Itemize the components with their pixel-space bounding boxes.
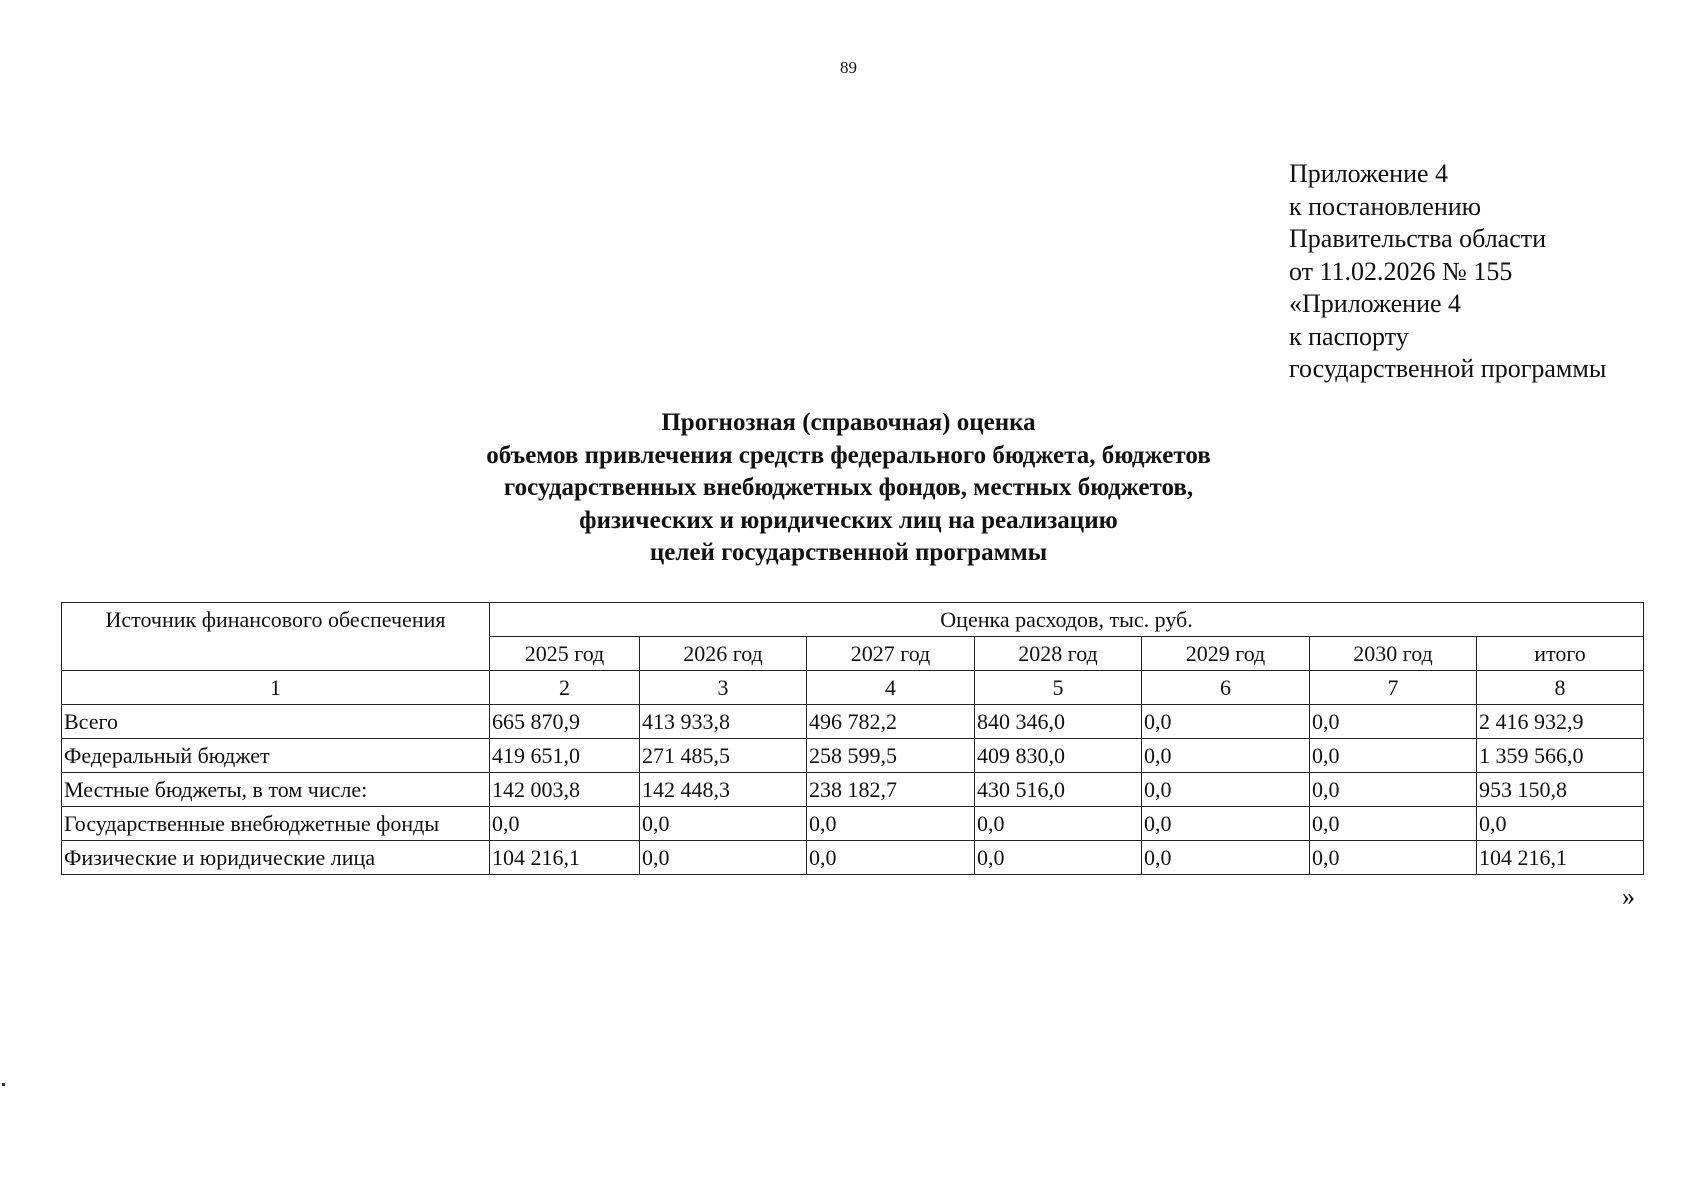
table-cell: 953 150,8: [1477, 773, 1644, 807]
column-number: 1: [62, 671, 490, 705]
title-line: физических и юридических лиц на реализацию: [579, 506, 1118, 534]
table-cell: 413 933,8: [640, 705, 807, 739]
row-label: Всего: [62, 705, 490, 739]
year-header: 2027 год: [807, 637, 975, 671]
total-header: итого: [1477, 637, 1644, 671]
table-cell: 104 216,1: [1477, 841, 1644, 875]
table-row: [62, 705, 1644, 739]
table-cell: 142 448,3: [640, 773, 807, 807]
table-cell: 0,0: [1310, 841, 1477, 875]
appendix-line: «Приложение 4: [1289, 289, 1462, 318]
table-cell: 0,0: [640, 841, 807, 875]
table-row: [62, 739, 1644, 773]
column-number: 7: [1310, 671, 1477, 705]
row-label: Государственные внебюджетные фонды: [62, 807, 490, 841]
column-number: 3: [640, 671, 807, 705]
table-cell: 0,0: [1142, 739, 1310, 773]
title-line: государственных внебюджетных фондов, местных бюджетов,: [503, 474, 1194, 501]
appendix-line: к паспорту: [1289, 321, 1409, 351]
table-cell: 0,0: [975, 841, 1142, 875]
table-cell: 1 359 566,0: [1477, 739, 1644, 773]
table-cell: 0,0: [490, 807, 640, 841]
table-cell: 665 870,9: [490, 705, 640, 739]
table-row: [62, 841, 1644, 875]
table-cell: 0,0: [975, 807, 1142, 841]
appendix-line: Правительства области: [1289, 224, 1547, 253]
table-row: [62, 807, 1644, 841]
row-label: Местные бюджеты, в том числе:: [62, 773, 490, 807]
appendix-line: Приложение 4: [1289, 159, 1449, 188]
year-header: 2026 год: [640, 637, 807, 671]
table-cell: 0,0: [807, 841, 975, 875]
source-header: Источник финансового обеспечения: [62, 603, 490, 671]
table-cell: 142 003,8: [490, 773, 640, 807]
appendix-line: от 11.02.2026 № 155: [1289, 256, 1513, 286]
table-cell: 0,0: [1142, 773, 1310, 807]
title-line: объемов привлечения средств федерального бюджета, бюджетов: [486, 441, 1211, 469]
table-cell: 104 216,1: [490, 841, 640, 875]
column-number: 4: [807, 671, 975, 705]
table-cell: 258 599,5: [807, 739, 975, 773]
table-cell: 0,0: [1142, 841, 1310, 875]
appendix-line: государственной программы: [1289, 354, 1607, 383]
appendix-line: к постановлению: [1289, 191, 1482, 221]
table-cell: 430 516,0: [975, 773, 1142, 807]
title-line: Прогнозная (справочная) оценка: [661, 409, 1036, 436]
table-cell: 496 782,2: [807, 705, 975, 739]
column-number: 6: [1142, 671, 1310, 705]
appendix-block: [1289, 158, 1679, 386]
document-title: [0, 407, 1697, 570]
table-cell: 0,0: [1142, 807, 1310, 841]
table-cell: 2 416 932,9: [1477, 705, 1644, 739]
table-cell: 0,0: [1142, 705, 1310, 739]
table-cell: 840 346,0: [975, 705, 1142, 739]
table-cell: 409 830,0: [975, 739, 1142, 773]
table-cell: 0,0: [1477, 807, 1644, 841]
header-row: [62, 603, 1644, 637]
year-header: 2029 год: [1142, 637, 1310, 671]
table-cell: 0,0: [1310, 739, 1477, 773]
year-header: 2030 год: [1310, 637, 1477, 671]
table-cell: 238 182,7: [807, 773, 975, 807]
row-label: Физические и юридические лица: [62, 841, 490, 875]
financing-table: [61, 602, 1644, 875]
column-number: 5: [975, 671, 1142, 705]
group-header: Оценка расходов, тыс. руб.: [490, 603, 1644, 637]
column-number: 2: [490, 671, 640, 705]
table-cell: 0,0: [807, 807, 975, 841]
year-header: 2025 год: [490, 637, 640, 671]
row-label: Федеральный бюджет: [62, 739, 490, 773]
year-header: 2028 год: [975, 637, 1142, 671]
table-cell: 0,0: [1310, 807, 1477, 841]
table-cell: 0,0: [640, 807, 807, 841]
table-row: [62, 773, 1644, 807]
table-cell: 0,0: [1310, 773, 1477, 807]
page-number: 89: [840, 58, 857, 77]
title-line: целей государственной программы: [649, 539, 1048, 566]
column-number: 8: [1477, 671, 1644, 705]
table-cell: 0,0: [1310, 705, 1477, 739]
closing-quote: »: [1622, 882, 1635, 911]
scan-mark: [2, 1083, 5, 1086]
table-cell: 419 651,0: [490, 739, 640, 773]
table-cell: 271 485,5: [640, 739, 807, 773]
column-number-row: [62, 671, 1644, 705]
